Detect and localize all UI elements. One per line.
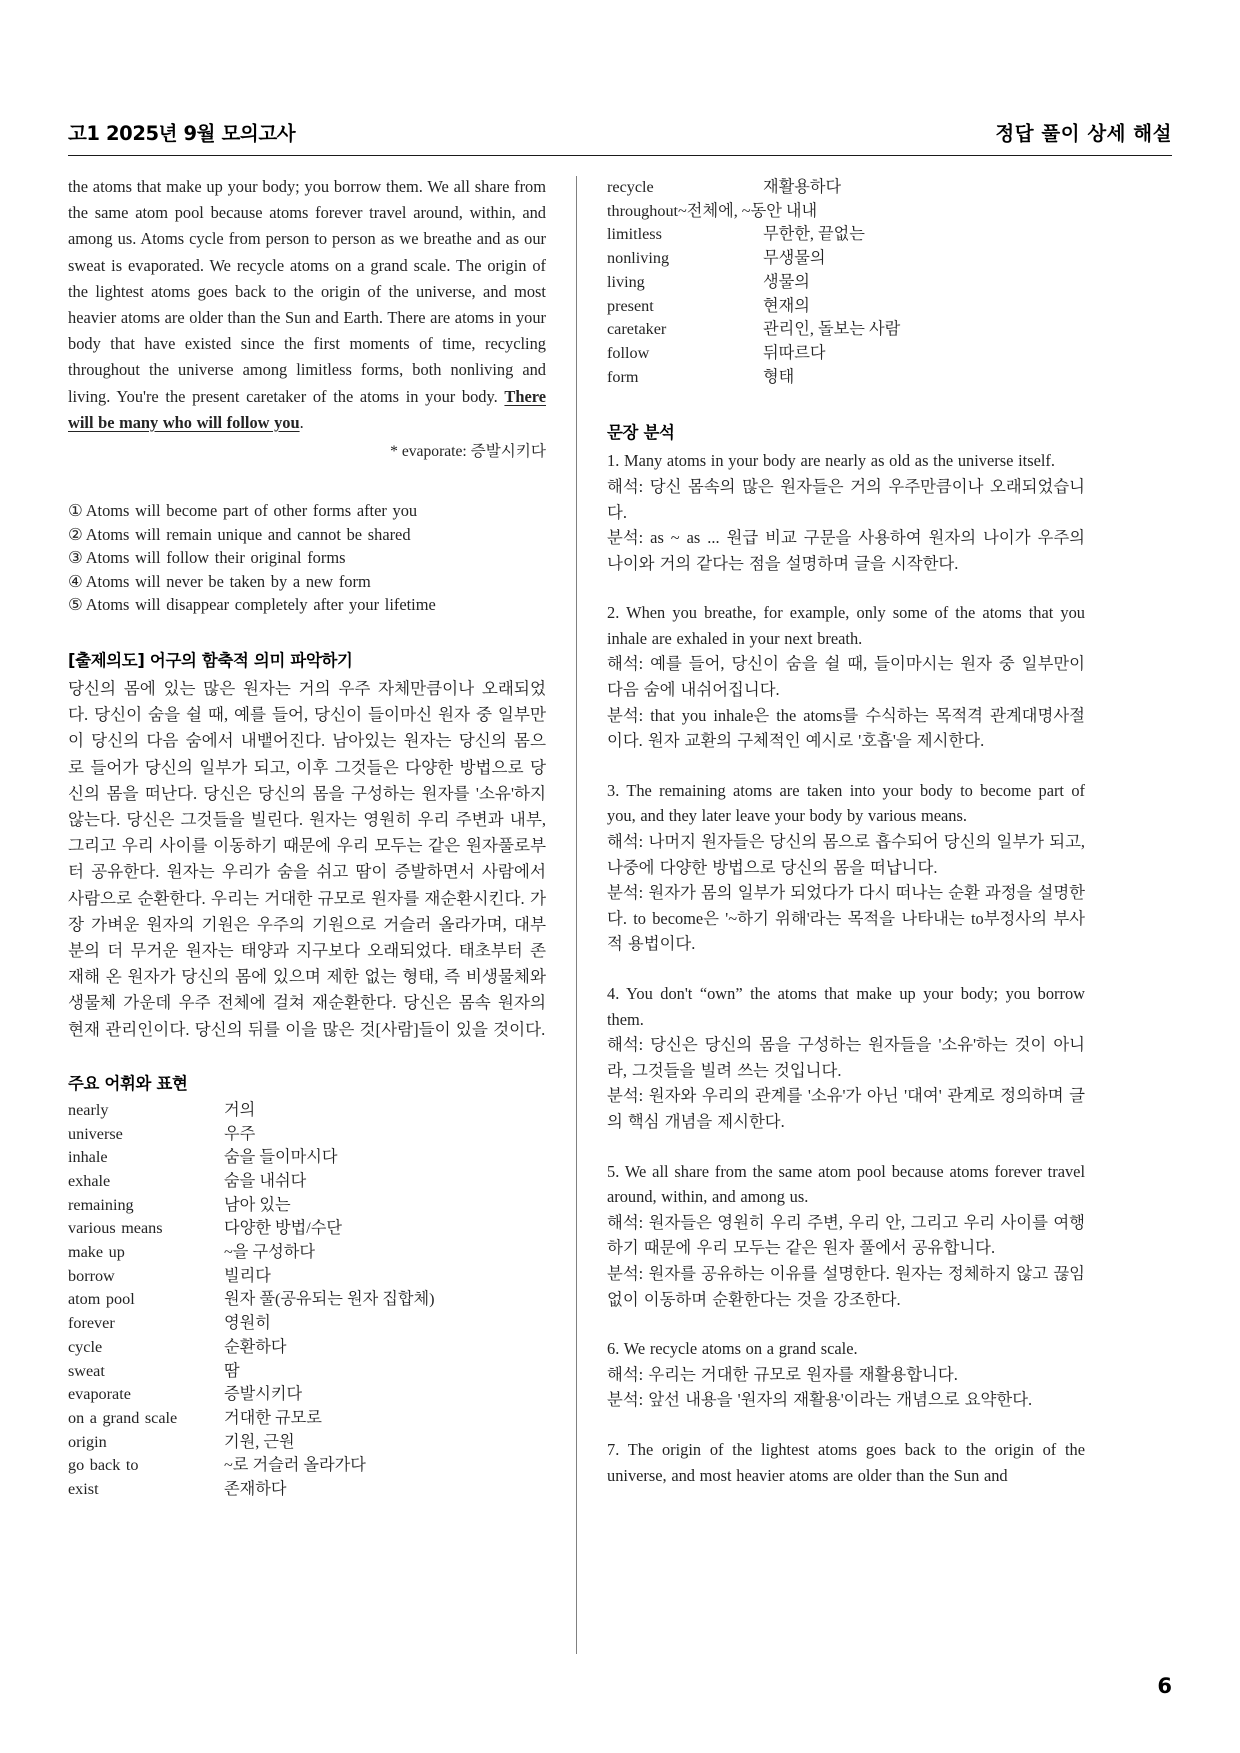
vocabulary-entry — [607, 200, 1085, 224]
vocabulary-entry — [68, 1123, 546, 1147]
vocabulary-term: form — [607, 367, 639, 386]
page-header — [68, 118, 1172, 155]
vocabulary-entry — [68, 1454, 546, 1478]
choice-item-2[interactable] — [68, 523, 546, 547]
sentence-analysis-list — [607, 448, 1085, 1488]
vocabulary-term: on a grand scale — [68, 1408, 178, 1427]
vocabulary-term: inhale — [68, 1148, 108, 1167]
vocabulary-gloss: 숨을 내쉬다 — [224, 1171, 307, 1190]
vocabulary-entry — [68, 1217, 546, 1241]
vocabulary-entry — [68, 1099, 546, 1123]
vocabulary-term: follow — [607, 343, 650, 362]
vocabulary-gloss: 거대한 규모로 — [224, 1408, 322, 1427]
vocabulary-entry — [607, 318, 1085, 342]
vocabulary-entry — [607, 247, 1085, 271]
vocabulary-term: evaporate — [68, 1385, 131, 1404]
passage-text-part1: the atoms that make up your body; you borrow them. We all share from the same atom pool because atoms forever travel around, within, and among us. Atoms cycle from person to person as we breathe and as our sweat is evaporated. We recycle atoms on a grand scale. The origin of the lightest atoms goes back to the origin of the universe, and most heavier atoms are older than the Sun and Earth. There are atoms in your body that have existed since the first moments of time, recycling throughout the universe among limitless forms, both nonliving and living. You're the present caretaker of the atoms in your body. — [68, 177, 546, 406]
sentence-analysis-item — [607, 1336, 1085, 1413]
vocabulary-gloss: 재활용하다 — [763, 178, 842, 196]
vocabulary-heading: 주요 어휘와 표현 — [68, 1073, 188, 1093]
vocabulary-term: various means — [68, 1219, 163, 1238]
vocabulary-list-right — [607, 176, 1085, 389]
sentence-analysis-item — [607, 981, 1085, 1135]
header-divider — [68, 155, 1172, 156]
vocabulary-term: remaining — [68, 1195, 134, 1214]
vocabulary-term: go back to — [68, 1456, 139, 1475]
choice-marker-5: ⑤ — [68, 595, 83, 615]
answer-choices — [68, 499, 546, 617]
choice-marker-4: ④ — [68, 571, 83, 591]
vocabulary-term: sweat — [68, 1361, 105, 1380]
choice-marker-1: ① — [68, 501, 83, 521]
analysis-interpretation: 해석: 당신 몸속의 많은 원자들은 거의 우주만큼이나 오래되었습니다. — [607, 476, 1085, 522]
two-column-body — [68, 174, 1172, 1654]
vocabulary-term: borrow — [68, 1266, 115, 1285]
analysis-interpretation: 해석: 원자들은 영원히 우리 주변, 우리 안, 그리고 우리 사이를 여행하기 때문에 우리 모두는 같은 원자 풀에서 공유합니다. — [607, 1212, 1085, 1258]
vocabulary-gloss: 무한한, 끝없는 — [763, 225, 865, 244]
analysis-english-sentence: 1. Many atoms in your body are nearly as old as the universe itself. — [607, 451, 1055, 471]
choice-marker-2: ② — [68, 524, 83, 544]
vocabulary-entry — [68, 1241, 546, 1265]
vocabulary-entry — [68, 1194, 546, 1218]
vocabulary-entry — [607, 342, 1085, 366]
korean-translation-paragraph: 당신의 몸에 있는 많은 원자는 거의 우주 자체만큼이나 오래되었다. 당신이 숨을 쉴 때, 예를 들어, 당신이 들이마신 원자 중 일부만이 당신의 다음 숨에서 내뱉어진다. 남아있는 원자는 당신의 몸으로 들어가 당신의 일부가 되고, 이후 그것들은 다양한 방법으로 당신의 몸을 떠난다. 당신은 당신의 몸을 구성하는 원자를 '소유'하지 않는다. 당신은 그것들을 빌린다. 원자는 영원히 우리 주변과 내부, 그리고 우리 사이를 이동하기 때문에 우리 모두는 같은 원자풀로부터 공유한다. 원자는 우리가 숨을 쉬고 땀이 증발하면서 사람에서 사람으로 순환한다. 우리는 거대한 규모로 원자를 재순환시킨다. 가장 가벼운 원자의 기원은 우주의 기원으로 거슬러 올라가며, 대부분의 더 무거운 원자는 태양과 지구보다 오래되었다. 태초부터 존재해 온 원자가 당신의 몸에 있으며 제한 없는 형태, 즉 비생물체와 생물체 가운데 우주 전체에 걸쳐 재순환한다. 당신은 몸속 원자의 현재 관리인이다. 당신의 뒤를 이을 많은 것[사람]들이 있을 것이다. — [68, 679, 546, 1039]
choice-item-1[interactable] — [68, 499, 546, 523]
passage-footnote: * evaporate: 증발시키다 — [390, 443, 546, 461]
vocabulary-entry — [68, 1431, 546, 1455]
vocabulary-term: origin — [68, 1432, 107, 1451]
vocabulary-term: nearly — [68, 1100, 109, 1119]
vocabulary-term: make up — [68, 1243, 125, 1262]
analysis-interpretation: 해석: 나머지 원자들은 당신의 몸으로 흡수되어 당신의 일부가 되고, 나중에 다양한 방법으로 당신의 몸을 떠납니다. — [607, 832, 1085, 877]
vocabulary-term: exhale — [68, 1171, 111, 1190]
vocabulary-gloss: 우주 — [224, 1124, 256, 1143]
vocabulary-entry — [607, 271, 1085, 295]
sentence-analysis-item — [607, 778, 1085, 957]
vocabulary-term: present — [607, 296, 654, 315]
analysis-breakdown: 분석: as ~ as ... 원급 비교 구문을 사용하여 원자의 나이가 우주의 나이와 거의 같다는 점을 설명하며 글을 시작한다. — [607, 528, 1085, 573]
vocabulary-entry — [68, 1146, 546, 1170]
analysis-english-sentence: 4. You don't “own” the atoms that make up your body; you borrow them. — [607, 984, 1085, 1029]
choice-label-4: Atoms will never be taken by a new form — [85, 571, 371, 591]
vocabulary-list-left — [68, 1099, 546, 1502]
vocabulary-gloss: 원자 풀(공유되는 원자 집합체) — [224, 1290, 435, 1309]
vocabulary-entry — [607, 176, 1085, 200]
vocabulary-entry — [68, 1407, 546, 1431]
vocabulary-entry — [607, 295, 1085, 319]
analysis-english-sentence: 6. We recycle atoms on a grand scale. — [607, 1339, 858, 1359]
vocabulary-gloss: 관리인, 돌보는 사람 — [763, 320, 901, 339]
intent-section-heading: [출제의도] 어구의 함축적 의미 파악하기 — [68, 651, 353, 670]
vocabulary-entry — [68, 1170, 546, 1194]
vocabulary-gloss: 증발시키다 — [224, 1385, 303, 1404]
choice-label-1: Atoms will become part of other forms after you — [85, 501, 418, 521]
analysis-breakdown: 분석: 앞선 내용을 '원자의 재활용'이라는 개념으로 요약한다. — [607, 1390, 1033, 1410]
choice-label-2: Atoms will remain unique and cannot be shared — [85, 524, 411, 544]
vocabulary-gloss: 생물의 — [763, 272, 810, 291]
vocabulary-gloss: 뒤따르다 — [763, 343, 826, 362]
vocabulary-entry — [68, 1478, 546, 1502]
vocabulary-gloss: 빌리다 — [224, 1266, 271, 1285]
sentence-analysis-item — [607, 1159, 1085, 1313]
vocabulary-entry — [68, 1383, 546, 1407]
passage-underlined-phrase: There will be many who will follow you — [68, 386, 546, 432]
vocabulary-entry — [607, 366, 1085, 390]
page-number: 6 — [1157, 1674, 1172, 1698]
choice-item-3[interactable] — [68, 546, 546, 570]
header-exam-title: 고1 2025년 9월 모의고사 — [68, 122, 296, 145]
analysis-breakdown: 분석: 원자를 공유하는 이유를 설명한다. 원자는 정체하지 않고 끊임없이 이동하며 순환한다는 것을 강조한다. — [607, 1263, 1085, 1309]
vocabulary-entry — [68, 1288, 546, 1312]
vocabulary-gloss: 존재하다 — [224, 1480, 287, 1499]
vocabulary-entry — [607, 223, 1085, 247]
vocabulary-gloss: 영원히 — [224, 1314, 271, 1333]
analysis-english-sentence: 5. We all share from the same atom pool because atoms forever travel around, within, and among us. — [607, 1161, 1085, 1207]
analysis-english-sentence: 7. The origin of the lightest atoms goes back to the origin of the universe, and most heavier atoms are older than the Sun and — [607, 1439, 1085, 1485]
header-section-title: 정답 풀이 상세 해설 — [995, 122, 1172, 145]
vocabulary-gloss: ~을 구성하다 — [224, 1243, 315, 1262]
vocabulary-entry — [68, 1360, 546, 1384]
column-divider — [576, 176, 577, 1654]
vocabulary-gloss: 형태 — [763, 367, 795, 386]
vocabulary-term: atom pool — [68, 1290, 135, 1309]
analysis-section-heading: 문장 분석 — [607, 423, 675, 443]
analysis-breakdown: 분석: 원자가 몸의 일부가 되었다가 다시 떠나는 순환 과정을 설명한다. to become은 '~하기 위해'라는 목적을 나타내는 to부정사의 부사적 용법이다. — [607, 883, 1085, 954]
sentence-analysis-item — [607, 1437, 1085, 1488]
sentence-analysis-item — [607, 448, 1085, 576]
vocabulary-term: caretaker — [607, 320, 667, 339]
analysis-english-sentence: 2. When you breathe, for example, only some of the atoms that you inhale are exhaled in your next breath. — [607, 603, 1085, 648]
choice-item-4[interactable] — [68, 570, 546, 594]
vocabulary-entry — [68, 1312, 546, 1336]
analysis-interpretation: 해석: 예를 들어, 당신이 숨을 쉴 때, 들이마시는 원자 중 일부만이 다음 숨에 내쉬어집니다. — [607, 654, 1085, 700]
analysis-english-sentence: 3. The remaining atoms are taken into your body to become part of you, and they later leave your body by various means. — [607, 780, 1085, 826]
vocabulary-gloss: 땀 — [224, 1361, 240, 1380]
vocabulary-gloss: 기원, 근원 — [224, 1432, 295, 1451]
vocabulary-gloss: 무생물의 — [763, 249, 826, 268]
left-column — [68, 174, 546, 1654]
vocabulary-term: universe — [68, 1124, 123, 1143]
choice-label-5: Atoms will disappear completely after your lifetime — [85, 595, 436, 615]
vocabulary-entry — [68, 1336, 546, 1360]
vocabulary-gloss: 다양한 방법/수단 — [224, 1219, 343, 1238]
sentence-analysis-item — [607, 600, 1085, 754]
right-column — [607, 174, 1085, 1654]
vocabulary-gloss: ~전체에, ~동안 내내 — [678, 201, 818, 220]
english-passage — [68, 174, 546, 436]
vocabulary-term: forever — [68, 1314, 115, 1333]
vocabulary-gloss: 남아 있는 — [224, 1195, 291, 1214]
vocabulary-gloss: ~로 거슬러 올라가다 — [224, 1456, 366, 1475]
vocabulary-gloss: 현재의 — [763, 296, 810, 315]
passage-text-part2: . — [299, 412, 304, 432]
analysis-interpretation: 해석: 당신은 당신의 몸을 구성하는 원자들을 '소유'하는 것이 아니라, 그것들을 빌려 쓰는 것입니다. — [607, 1035, 1085, 1080]
vocabulary-gloss: 순환하다 — [224, 1337, 287, 1356]
choice-marker-3: ③ — [68, 548, 83, 568]
vocabulary-term: living — [607, 272, 645, 291]
analysis-breakdown: 분석: that you inhale은 the atoms를 수식하는 목적격 관계대명사절이다. 원자 교환의 구체적인 예시로 '호흡'을 제시한다. — [607, 705, 1085, 751]
vocabulary-gloss: 숨을 들이마시다 — [224, 1148, 338, 1167]
vocabulary-term: exist — [68, 1480, 99, 1499]
choice-label-3: Atoms will follow their original forms — [85, 548, 346, 568]
choice-item-5[interactable] — [68, 593, 546, 617]
vocabulary-term: recycle — [607, 178, 654, 196]
analysis-breakdown: 분석: 원자와 우리의 관계를 '소유'가 아닌 '대여' 관계로 정의하며 글의 핵심 개념을 제시한다. — [607, 1086, 1085, 1131]
vocabulary-term: limitless — [607, 225, 662, 244]
vocabulary-gloss: 거의 — [224, 1100, 256, 1119]
analysis-interpretation: 해석: 우리는 거대한 규모로 원자를 재활용합니다. — [607, 1364, 958, 1384]
vocabulary-term: nonliving — [607, 249, 670, 268]
vocabulary-term: throughout — [607, 201, 679, 220]
vocabulary-term: cycle — [68, 1337, 103, 1356]
vocabulary-entry — [68, 1265, 546, 1289]
